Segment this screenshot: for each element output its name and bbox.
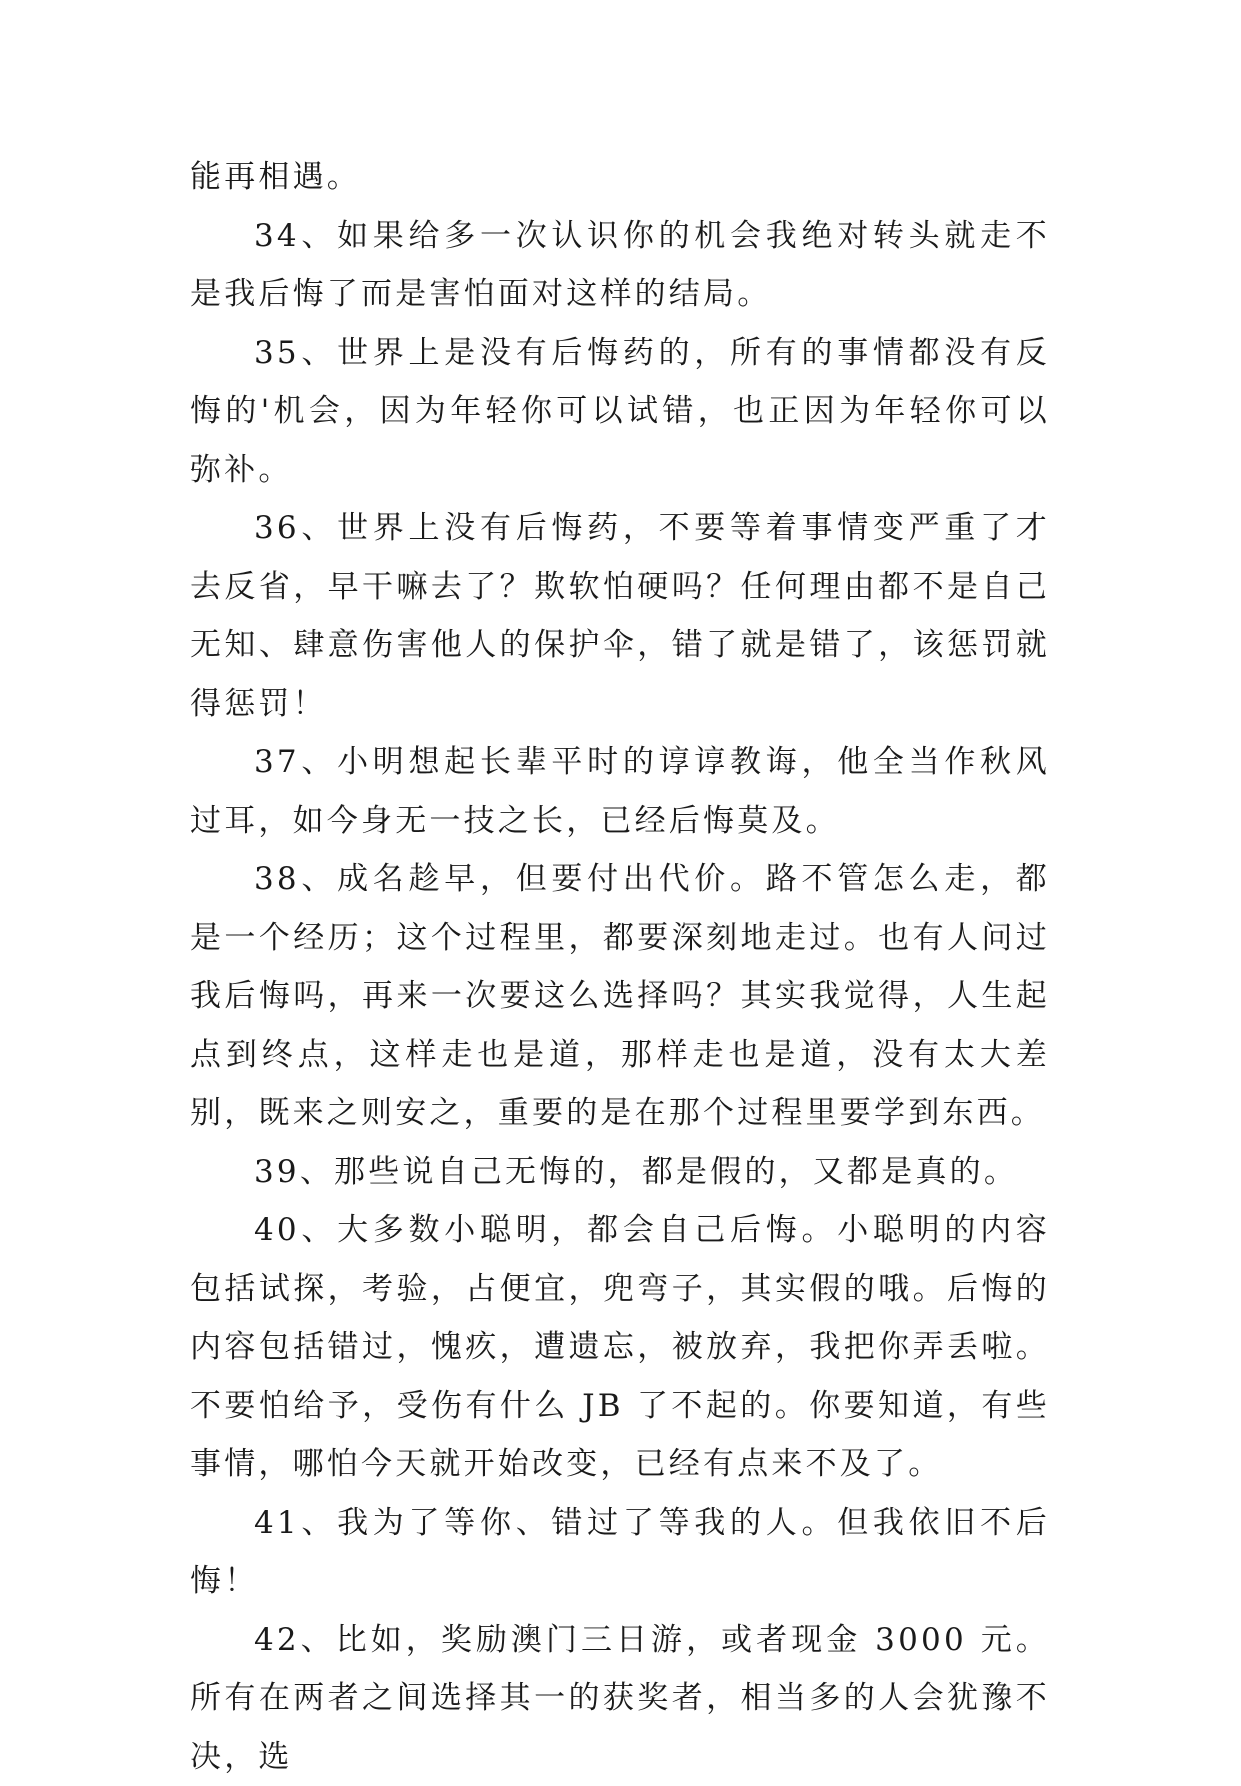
paragraph-35: 35、世界上是没有后悔药的，所有的事情都没有反悔的'机会，因为年轻你可以试错，也正因为年轻你可以弥补。 (190, 324, 1050, 500)
paragraph-41: 41、我为了等你、错过了等我的人。但我依旧不后悔！ (190, 1494, 1050, 1611)
paragraph-37: 37、小明想起长辈平时的谆谆教诲，他全当作秋风过耳，如今身无一技之长，已经后悔莫及。 (190, 733, 1050, 850)
paragraph-continuation: 能再相遇。 (190, 148, 1050, 207)
paragraph-42: 42、比如，奖励澳门三日游，或者现金 3000 元。所有在两者之间选择其一的获奖者，相当多的人会犹豫不决，选 (190, 1611, 1050, 1786)
paragraph-34: 34、如果给多一次认识你的机会我绝对转头就走不是我后悔了而是害怕面对这样的结局。 (190, 207, 1050, 324)
paragraph-39: 39、那些说自己无悔的，都是假的，又都是真的。 (190, 1143, 1050, 1202)
paragraph-40: 40、大多数小聪明，都会自己后悔。小聪明的内容包括试探，考验，占便宜，兜弯子，其实假的哦。后悔的内容包括错过，愧疚，遭遗忘，被放弃，我把你弄丢啦。不要怕给予，受伤有什么 JB 了不起的。你要知道，有些事情，哪怕今天就开始改变，已经有点来不及了。 (190, 1201, 1050, 1494)
paragraph-38: 38、成名趁早，但要付出代价。路不管怎么走，都是一个经历；这个过程里，都要深刻地走过。也有人问过我后悔吗，再来一次要这么选择吗？其实我觉得，人生起点到终点，这样走也是道，那样走也是道，没有太大差别，既来之则安之，重要的是在那个过程里要学到东西。 (190, 850, 1050, 1143)
document-body (190, 148, 1050, 1786)
paragraph-36: 36、世界上没有后悔药，不要等着事情变严重了才去反省，早干嘛去了？欺软怕硬吗？任何理由都不是自己无知、肆意伤害他人的保护伞，错了就是错了，该惩罚就得惩罚！ (190, 499, 1050, 733)
